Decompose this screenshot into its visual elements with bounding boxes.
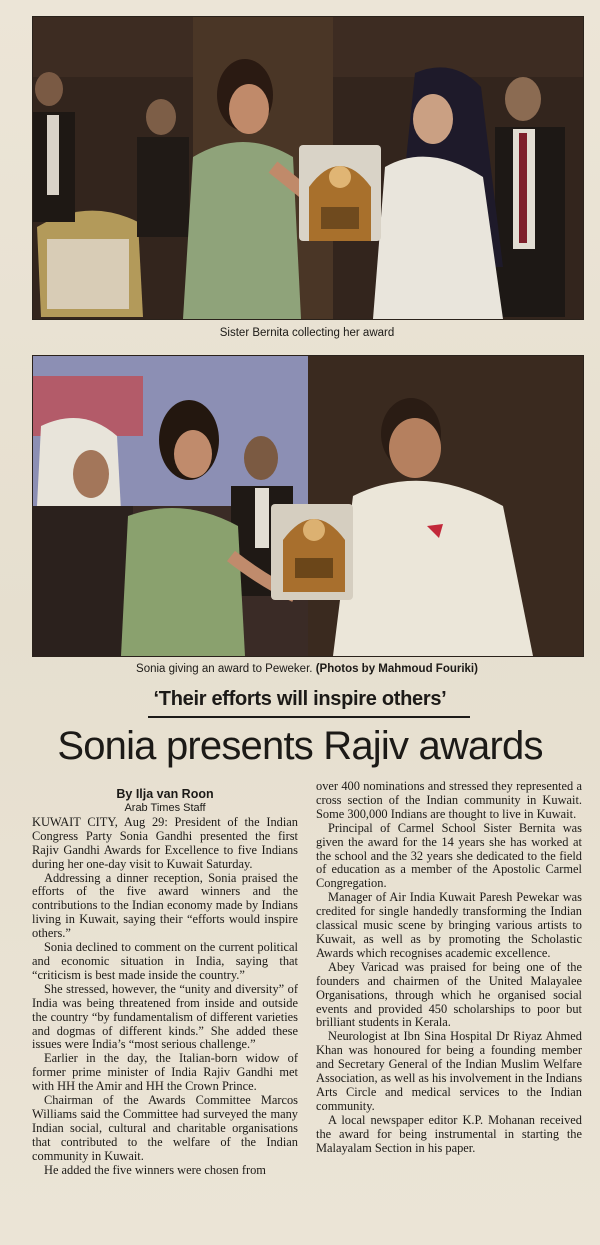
paragraph: Abey Varicad was praised for being one of the founders and chairmen of the United Malayalee Organisations, through which he organised social events and provided 450 scholarships to poor but brilliant students in Kerala. — [316, 959, 582, 1030]
byline — [32, 788, 298, 814]
paragraph: Principal of Carmel School Sister Bernita was given the award for the 14 years she has worked at the school and the 32 years she dedicated to the field of education as a member of the Apostolic Carmel Congregation. — [316, 820, 582, 891]
paragraph: He added the five winners were chosen from — [44, 1162, 266, 1177]
article-kicker: ‘Their efforts will inspire others’ — [153, 688, 447, 710]
paragraph: Addressing a dinner reception, Sonia praised the efforts of the five award winners and the contributions to the Indian economy made by Indians living in Kuwait, saying their “efforts would inspire others.” — [32, 870, 298, 941]
byline-author: By Ilja van Roon — [116, 787, 214, 801]
byline-organisation: Arab Times Staff — [124, 801, 206, 814]
photo-sister-bernita-award — [32, 16, 584, 320]
photo-peweker-award — [32, 355, 584, 657]
photo-caption — [32, 327, 582, 339]
paragraph: Sonia declined to comment on the current political and economic situation in India, saying that “criticism is best made inside the country.” — [32, 940, 298, 982]
paragraph: A local newspaper editor K.P. Mohanan received the award for being instrumental in starting the Malayalam Section in his paper. — [316, 1112, 582, 1155]
paragraph: Chairman of the Awards Committee Marcos Williams said the Committee had surveyed the many Indian social, cultural and charitable organisations that contributed to the welfare of the Indian community in Kuwait. — [32, 1093, 298, 1163]
caption-text: Sister Bernita collecting her award — [219, 327, 395, 339]
paragraph: Neurologist at Ibn Sina Hospital Dr Riyaz Ahmed Khan was honoured for being a founding member and Secretary General of the Indian Muslim Welfare Association, as well as his involvement in the Indians Arts Circle and medical services to the Indian community. — [316, 1029, 583, 1113]
paragraph: over 400 nominations and stressed they represented a cross section of the Indian community in Kuwait. Some 300,000 Indians are thought to live in Kuwait. — [316, 779, 582, 821]
article-column-right — [316, 780, 582, 1155]
article-column-left — [32, 788, 298, 1177]
photo-caption — [32, 663, 582, 675]
kicker-underline — [148, 716, 470, 718]
paragraph: Earlier in the day, the Italian-born widow of former prime minister of India Rajiv Gandhi met with HH the Amir and HH the Crown Prince. — [32, 1051, 298, 1094]
caption-text: Sonia giving an award to Peweker. — [136, 663, 313, 675]
photo-credit: (Photos by Mahmoud Fouriki) — [315, 663, 478, 675]
paragraph: Manager of Air India Kuwait Paresh Pewekar was credited for single handedly transforming the Indian classical music scene by bringing various artists to Kuwait, as well as by promoting the Scholastic Awards which recognises academic excellence. — [316, 890, 582, 960]
paragraph: She stressed, however, the “unity and diversity” of India was being threatened from inside and outside the country “by fundamentalism of different varieties and dogmas of different kinds.” She added these issues were India’s “most serious challenge.” — [32, 981, 298, 1052]
article-headline: Sonia presents Rajiv awards — [57, 724, 543, 768]
paragraph: KUWAIT CITY, Aug 29: President of the Indian Congress Party Sonia Gandhi presented the first Rajiv Gandhi Awards for Excellence to five Indians during her one-day visit to Kuwait Saturday. — [32, 814, 298, 871]
